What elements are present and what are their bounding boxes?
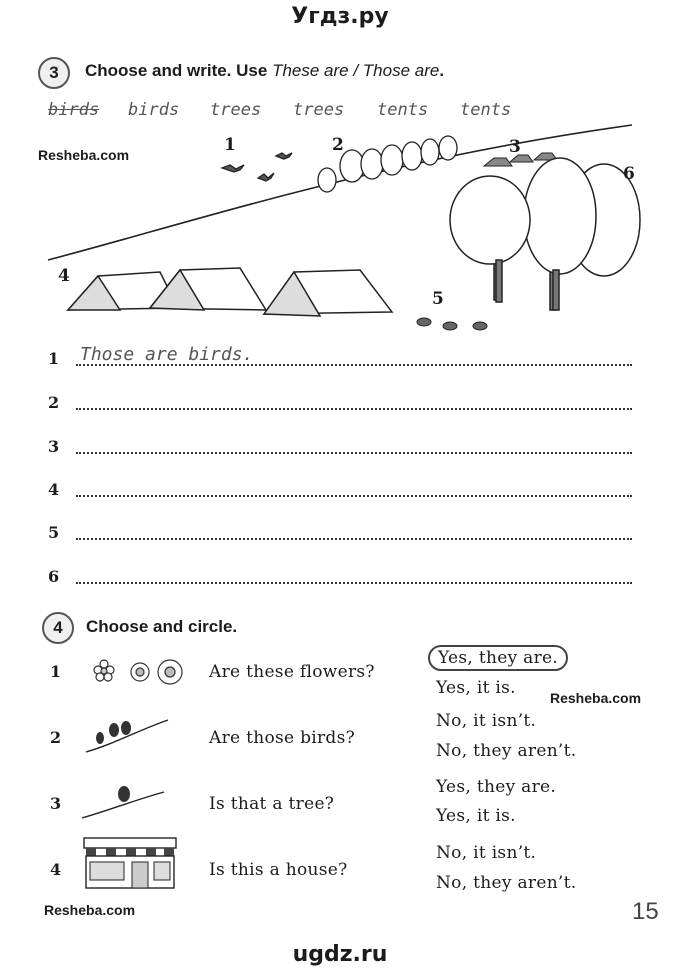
- answer-line-number: 2: [48, 393, 60, 412]
- task-3-title-start: Choose and write. Use: [85, 61, 268, 80]
- site-title-bottom: ugdz.ru: [292, 942, 388, 967]
- hill-tree-icon: [80, 780, 166, 820]
- answer-line-number: 3: [48, 437, 60, 456]
- scene-number-4: 4: [58, 266, 70, 286]
- word-bank-item: tents: [460, 100, 512, 120]
- answer-line[interactable]: [48, 430, 632, 460]
- watermark-text: Resheba.com: [38, 147, 130, 163]
- task-3-title-end: .: [439, 61, 445, 80]
- answer-line-number: 1: [48, 349, 60, 368]
- scene-number-3: 3: [509, 137, 521, 157]
- question-number: 1: [50, 662, 62, 681]
- answer-line-number: 6: [48, 567, 60, 586]
- task-4-number-badge: 4: [42, 612, 74, 644]
- scene-number-6: 6: [623, 164, 635, 184]
- task-3-title-phrase: These are / Those are: [272, 61, 440, 80]
- answer-line-number: 4: [48, 480, 60, 499]
- dotted-line: [76, 582, 632, 584]
- question-number: 3: [50, 794, 62, 813]
- answer-option[interactable]: No, it isn’t.: [436, 843, 537, 863]
- dotted-line: [76, 538, 632, 540]
- big-trees-icon: [450, 158, 640, 310]
- answer-option-circled[interactable]: Yes, they are.: [428, 645, 568, 671]
- page-number: 15: [632, 898, 659, 925]
- hill-trees-icon: [84, 714, 170, 754]
- birds-flying-icon: [222, 153, 292, 181]
- question-number: 2: [50, 728, 62, 747]
- dotted-line: [76, 495, 632, 497]
- question-text: Are those birds?: [209, 728, 356, 748]
- word-bank-item: birds: [48, 100, 100, 120]
- answer-line[interactable]: [48, 473, 632, 503]
- answer-option[interactable]: No, they aren’t.: [436, 873, 577, 893]
- scene-number-5: 5: [432, 289, 444, 309]
- word-bank-item: trees: [293, 100, 345, 120]
- watermark-text: Resheba.com: [550, 690, 642, 706]
- task-3-title: [85, 61, 444, 81]
- question-text: Are these flowers?: [209, 662, 375, 682]
- word-bank-item: trees: [210, 100, 262, 120]
- answer-line[interactable]: [48, 516, 632, 546]
- scene-number-1: 1: [224, 135, 236, 155]
- question-text: Is this a house?: [209, 860, 348, 880]
- dotted-line: [76, 408, 632, 410]
- shop-house-icon: [80, 834, 180, 890]
- answer-option[interactable]: No, it isn’t.: [436, 711, 537, 731]
- answer-option[interactable]: Yes, they are.: [436, 777, 557, 797]
- task-3-number-badge: 3: [38, 57, 70, 89]
- answer-text: Those are birds.: [80, 344, 254, 365]
- answer-line-number: 5: [48, 523, 60, 542]
- answer-line[interactable]: [48, 386, 632, 416]
- word-bank-item: birds: [128, 100, 180, 120]
- tents-icon: [68, 268, 392, 316]
- flowers-icon: [90, 652, 184, 688]
- answer-option[interactable]: Yes, it is.: [436, 806, 516, 826]
- scene-number-2: 2: [332, 135, 344, 155]
- answer-line[interactable]: [48, 342, 632, 372]
- question-number: 4: [50, 860, 62, 879]
- watermark-text: Resheba.com: [44, 902, 136, 918]
- answer-line[interactable]: [48, 560, 632, 590]
- dotted-line: [76, 452, 632, 454]
- ground-birds-icon: [417, 318, 487, 330]
- site-title-top: Угдз.ру: [291, 4, 389, 29]
- answer-option[interactable]: Yes, it is.: [436, 678, 516, 698]
- task-4-title: Choose and circle.: [86, 617, 238, 636]
- question-text: Is that a tree?: [209, 794, 335, 814]
- answer-option[interactable]: No, they aren’t.: [436, 741, 577, 761]
- word-bank-item: tents: [377, 100, 429, 120]
